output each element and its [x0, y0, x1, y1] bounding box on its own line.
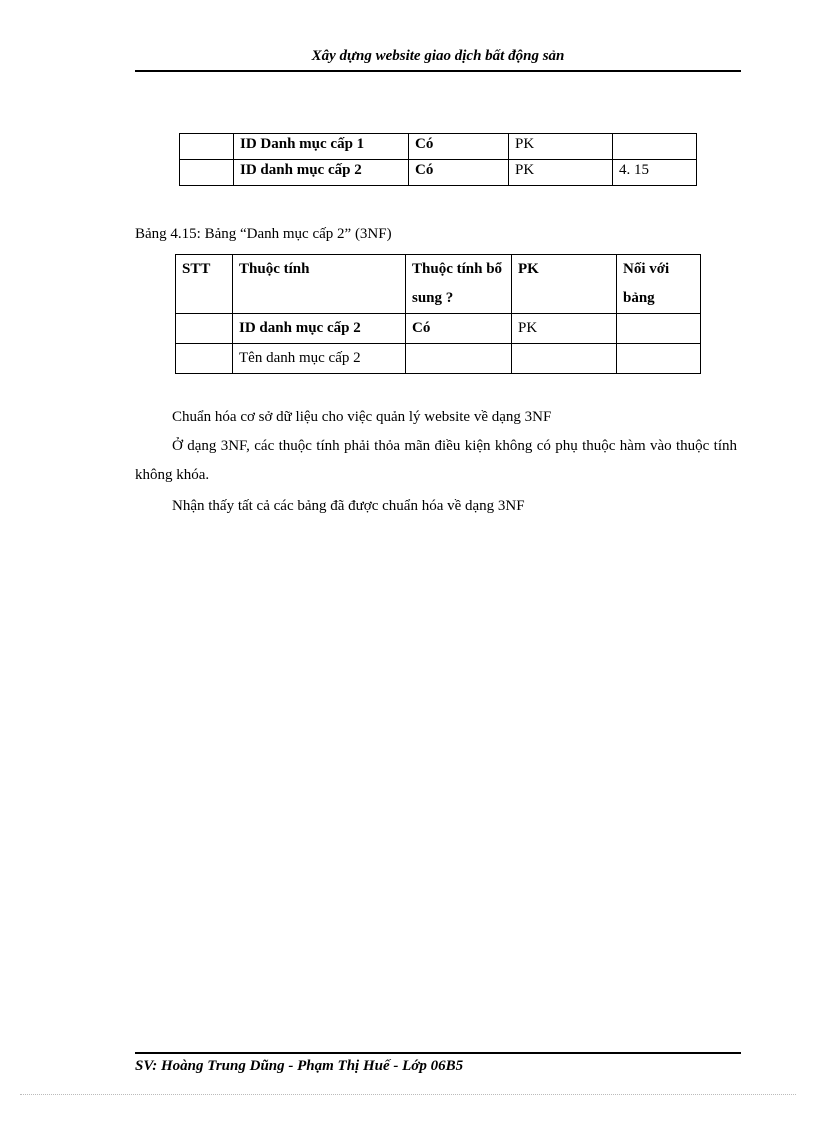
table-row [176, 344, 701, 374]
table-cell: 4. 15 [613, 160, 697, 186]
page-header-title: Xây dựng website giao dịch bất động sản [311, 48, 565, 64]
table-cell: ID Danh mục cấp 1 [234, 134, 409, 160]
page-footer: SV: Hoàng Trung Dũng - Phạm Thị Huế - Lớp 06B5 [135, 1058, 464, 1074]
table-cell: Có [409, 134, 509, 160]
table-cell: Tên danh mục cấp 2 [233, 344, 406, 374]
table-cell: ID danh mục cấp 2 [234, 160, 409, 186]
column-header: Thuộc tính bổ sung ? [406, 255, 512, 314]
table-cell [180, 160, 234, 186]
table-cell [180, 134, 234, 160]
danh-muc-cap-2-table [175, 254, 701, 374]
attributes-table-continued [179, 133, 697, 186]
table-row [180, 134, 697, 160]
column-header: PK [512, 255, 617, 314]
table-cell [617, 314, 701, 344]
table-cell [176, 314, 233, 344]
table-cell [176, 344, 233, 374]
column-header: STT [176, 255, 233, 314]
table-cell: PK [509, 160, 613, 186]
column-header: Nối với bảng [617, 255, 701, 314]
table-caption: Bảng 4.15: Bảng “Danh mục cấp 2” (3NF) [135, 226, 392, 242]
footer-rule [135, 1052, 741, 1054]
table-cell: PK [509, 134, 613, 160]
page-edge-divider [20, 1094, 796, 1095]
paragraph: Chuẩn hóa cơ sở dữ liệu cho việc quản lý website về dạng 3NF [172, 409, 552, 425]
table-cell: Có [409, 160, 509, 186]
table-row [180, 160, 697, 186]
table-cell: ID danh mục cấp 2 [233, 314, 406, 344]
table-cell [406, 344, 512, 374]
table-row [176, 314, 701, 344]
table-cell: Có [406, 314, 512, 344]
paragraph: Nhận thấy tất cả các bảng đã được chuẩn hóa về dạng 3NF [172, 498, 525, 514]
table-header-row [176, 255, 701, 314]
table-cell: PK [512, 314, 617, 344]
table-cell [617, 344, 701, 374]
header-rule [135, 70, 741, 72]
table-cell [613, 134, 697, 160]
paragraph: Ở dạng 3NF, các thuộc tính phải thỏa mãn điều kiện không có phụ thuộc hàm vào thuộc tính không khóa. [135, 438, 737, 483]
table-cell [512, 344, 617, 374]
column-header: Thuộc tính [233, 255, 406, 314]
